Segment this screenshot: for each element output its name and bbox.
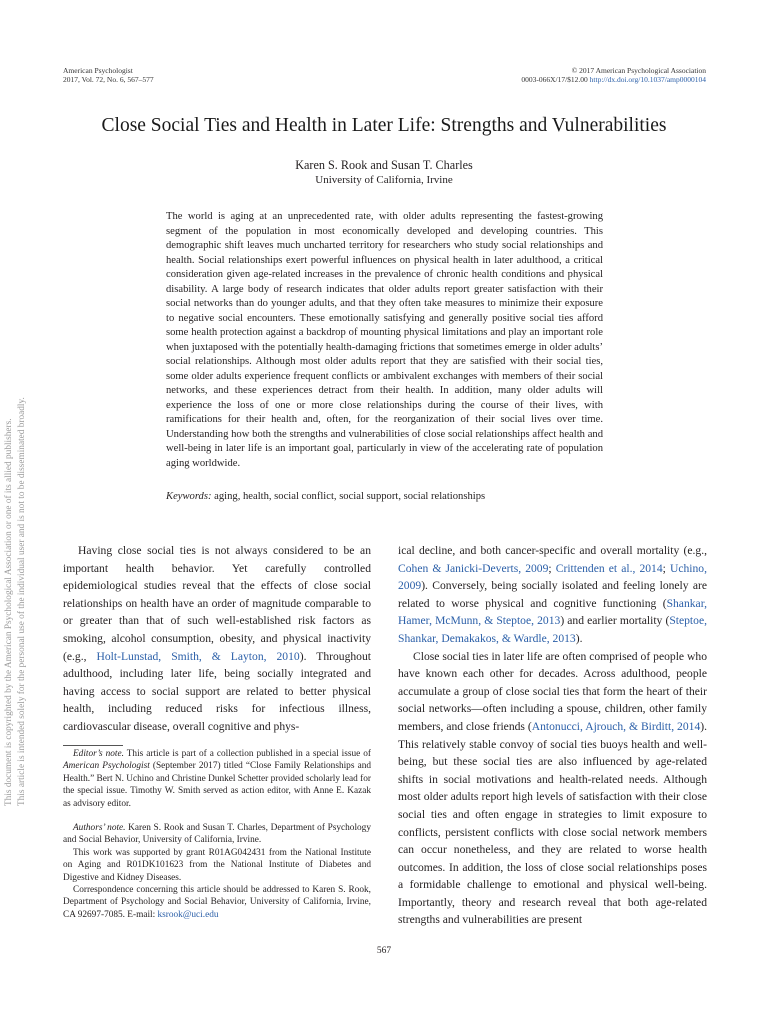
note-text: This article is part of a collection published in a special issue of xyxy=(123,749,371,759)
sidebar-line-1: This document is copyrighted by the American Psychological Association or one of its allied publishers. xyxy=(4,418,14,806)
citation-link[interactable]: Steptoe, Shankar, Demakakos, & Wardle, 2013 xyxy=(398,614,707,645)
body-text: ). xyxy=(575,631,583,645)
body-text: ). Conversely, being socially isolated and feeling lonely are related to worse physical and cognitive functioning ( xyxy=(398,579,707,610)
citation-link[interactable]: Crittenden et al., 2014 xyxy=(555,561,663,575)
sidebar-line-2: This article is intended solely for the personal use of the individual user and is not to be disseminated broadly. xyxy=(16,397,27,806)
citation-link[interactable]: Antonucci, Ajrouch, & Birditt, 2014 xyxy=(531,719,701,733)
note-text: Correspondence concerning this article should be addressed to Karen S. Rook, Department of Psychology and Social Behavior, University of California, Irvine, CA 92697-7085. E-mail: xyxy=(63,885,371,920)
note-text: Karen S. Rook and Susan T. Charles, Department of Psychology and Social Behavior, University of California, Irvine. xyxy=(63,823,371,846)
body-text: ). Throughout adulthood, including later life, being socially integrated and having access to social support are related to better physical health, including reduced risks for infectious illness, cardiovascular disease, overall cognitive and phys- xyxy=(63,649,371,733)
volume-info: 2017, Vol. 72, No. 6, 567–577 xyxy=(63,74,154,84)
copyright-line: © 2017 American Psychological Association xyxy=(571,66,706,75)
body-paragraph xyxy=(63,542,371,736)
issn-doi-line xyxy=(521,76,706,85)
body-text: Close social ties in later life are often comprised of people who have known each other for decades. Across adulthood, people accumulate a group of close social ties that form the heart of their social networks—often including a spouse, children, other family members, and close friends ( xyxy=(398,649,707,733)
journal-title-italic: American Psychologist xyxy=(63,761,150,772)
funding-note: This work was supported by grant R01AG042431 from the National Institute on Aging and R01DK101623 from the National Institute of Diabetes and Digestive and Kidney Diseases. xyxy=(63,847,371,883)
authors-note xyxy=(63,822,371,847)
email-link[interactable]: ksrook@uci.edu xyxy=(157,909,219,920)
copyright-sidebar xyxy=(3,246,28,806)
body-text: ) and earlier mortality ( xyxy=(560,614,670,628)
author-names: Karen S. Rook and Susan T. Charles xyxy=(295,158,473,172)
body-paragraph xyxy=(398,542,707,648)
article-title: Close Social Ties and Health in Later Life: Strengths and Vulnerabilities xyxy=(101,115,667,136)
body-text: ical decline, and both cancer-specific and overall mortality (e.g., xyxy=(398,544,707,557)
citation-link[interactable]: Uchino, 2009 xyxy=(398,561,707,593)
page-number: 567 xyxy=(376,946,392,956)
copyright-header xyxy=(521,67,706,84)
body-column-left xyxy=(63,542,371,736)
editors-note-label: Editor’s note. xyxy=(73,749,124,759)
footnote-divider xyxy=(63,745,123,746)
note-text: (September 2017) titled “Close Family Relationships and Health.” Bert N. Uchino and Christine Dunkel Schetter provided scholarly lead for the special issue. Timothy W. Smith served as action editor, with Anne E. Kazak as advisory editor. xyxy=(63,761,372,809)
keywords-label: Keywords: xyxy=(166,491,212,502)
issn: 0003-066X/17/$12.00 xyxy=(521,74,588,84)
journal-header xyxy=(63,67,154,84)
body-text: Having close social ties is not always considered to be an important health behavior. Yet carefully controlled epidemiological studies reveal that the effects of close social relationships on health have an order of magnitude comparable to or greater than that of such well-established risk factors as smoking, alcohol consumption, obesity, and physical inactivity (e.g., xyxy=(63,544,371,663)
body-paragraph xyxy=(398,648,707,930)
body-text: ). This relatively stable convoy of social ties buoys health and well-being, but these social ties are also influenced by age-related shifts in social motivations and health-related needs. Although most older adults report high levels of satisfaction with their close social ties and often engage in strategies to limit exposure to conflicts, persistent conflicts with close social network members can occur nonetheless, and they are related to worse health outcomes. In addition, the loss of close social relationships poses a formidable challenge to emotional and physical well-being. Importantly, theory and research reveal that both age-related strengths and vulnerabilities are present xyxy=(398,719,708,927)
body-column-right xyxy=(398,542,707,929)
citation-link[interactable]: Shankar, Hamer, McMunn, & Steptoe, 2013 xyxy=(398,596,707,628)
footnotes xyxy=(63,748,371,921)
author-affiliation: University of California, Irvine xyxy=(315,174,453,186)
journal-name: American Psychologist xyxy=(63,66,133,75)
editors-note xyxy=(63,748,371,810)
keywords-list: aging, health, social conflict, social support, social relationships xyxy=(211,491,486,502)
body-text: ; xyxy=(662,561,670,575)
abstract: The world is aging at an unprecedented rate, with older adults representing the fastest-growing segment of the population in most economically developed and developing countries. This demographic shift leaves much uncharted territory for researchers who study social relationships and health. Social relationships exert powerful influences on physical health in later adulthood, a critical consideration given age-related increases in the prevalence of chronic health conditions and physical disability. A large body of research indicates that older adults report greater satisfaction with their social networks than do younger adults, and that they often take measures to minimize their exposure to negative social encounters. These emotionally satisfying and generally positive social ties afford some health protection against a backdrop of mounting physical limitations and play an important role when juxtaposed with the potentially health-damaging frictions that sometimes emerge in older adults’ social relationships. Although most older adults report that they are satisfied with their social ties, some older adults experience frequent conflicts or ambivalent exchanges with members of their social networks, and these experiences detract from their health. In addition, many older adults will experience the loss of one or more close relationships during the course of their lives, with ramifications for their health and, often, for the reorganization of their social lives over time. Understanding how both the strengths and vulnerabilities of close social relationships affect health and well-being in later life is an important goal, particularly in view of the accelerating rate of population aging worldwide. xyxy=(166,211,603,469)
body-text: ; xyxy=(548,561,556,575)
authors-note-label: Authors’ note. xyxy=(73,823,126,834)
keywords xyxy=(166,490,603,504)
citation-link[interactable]: Holt-Lunstad, Smith, & Layton, 2010 xyxy=(96,649,300,663)
citation-link[interactable]: Cohen & Janicki-Deverts, 2009 xyxy=(398,561,549,575)
correspondence-note xyxy=(63,884,371,921)
doi-link[interactable]: http://dx.doi.org/10.1037/amp0000104 xyxy=(589,74,706,84)
